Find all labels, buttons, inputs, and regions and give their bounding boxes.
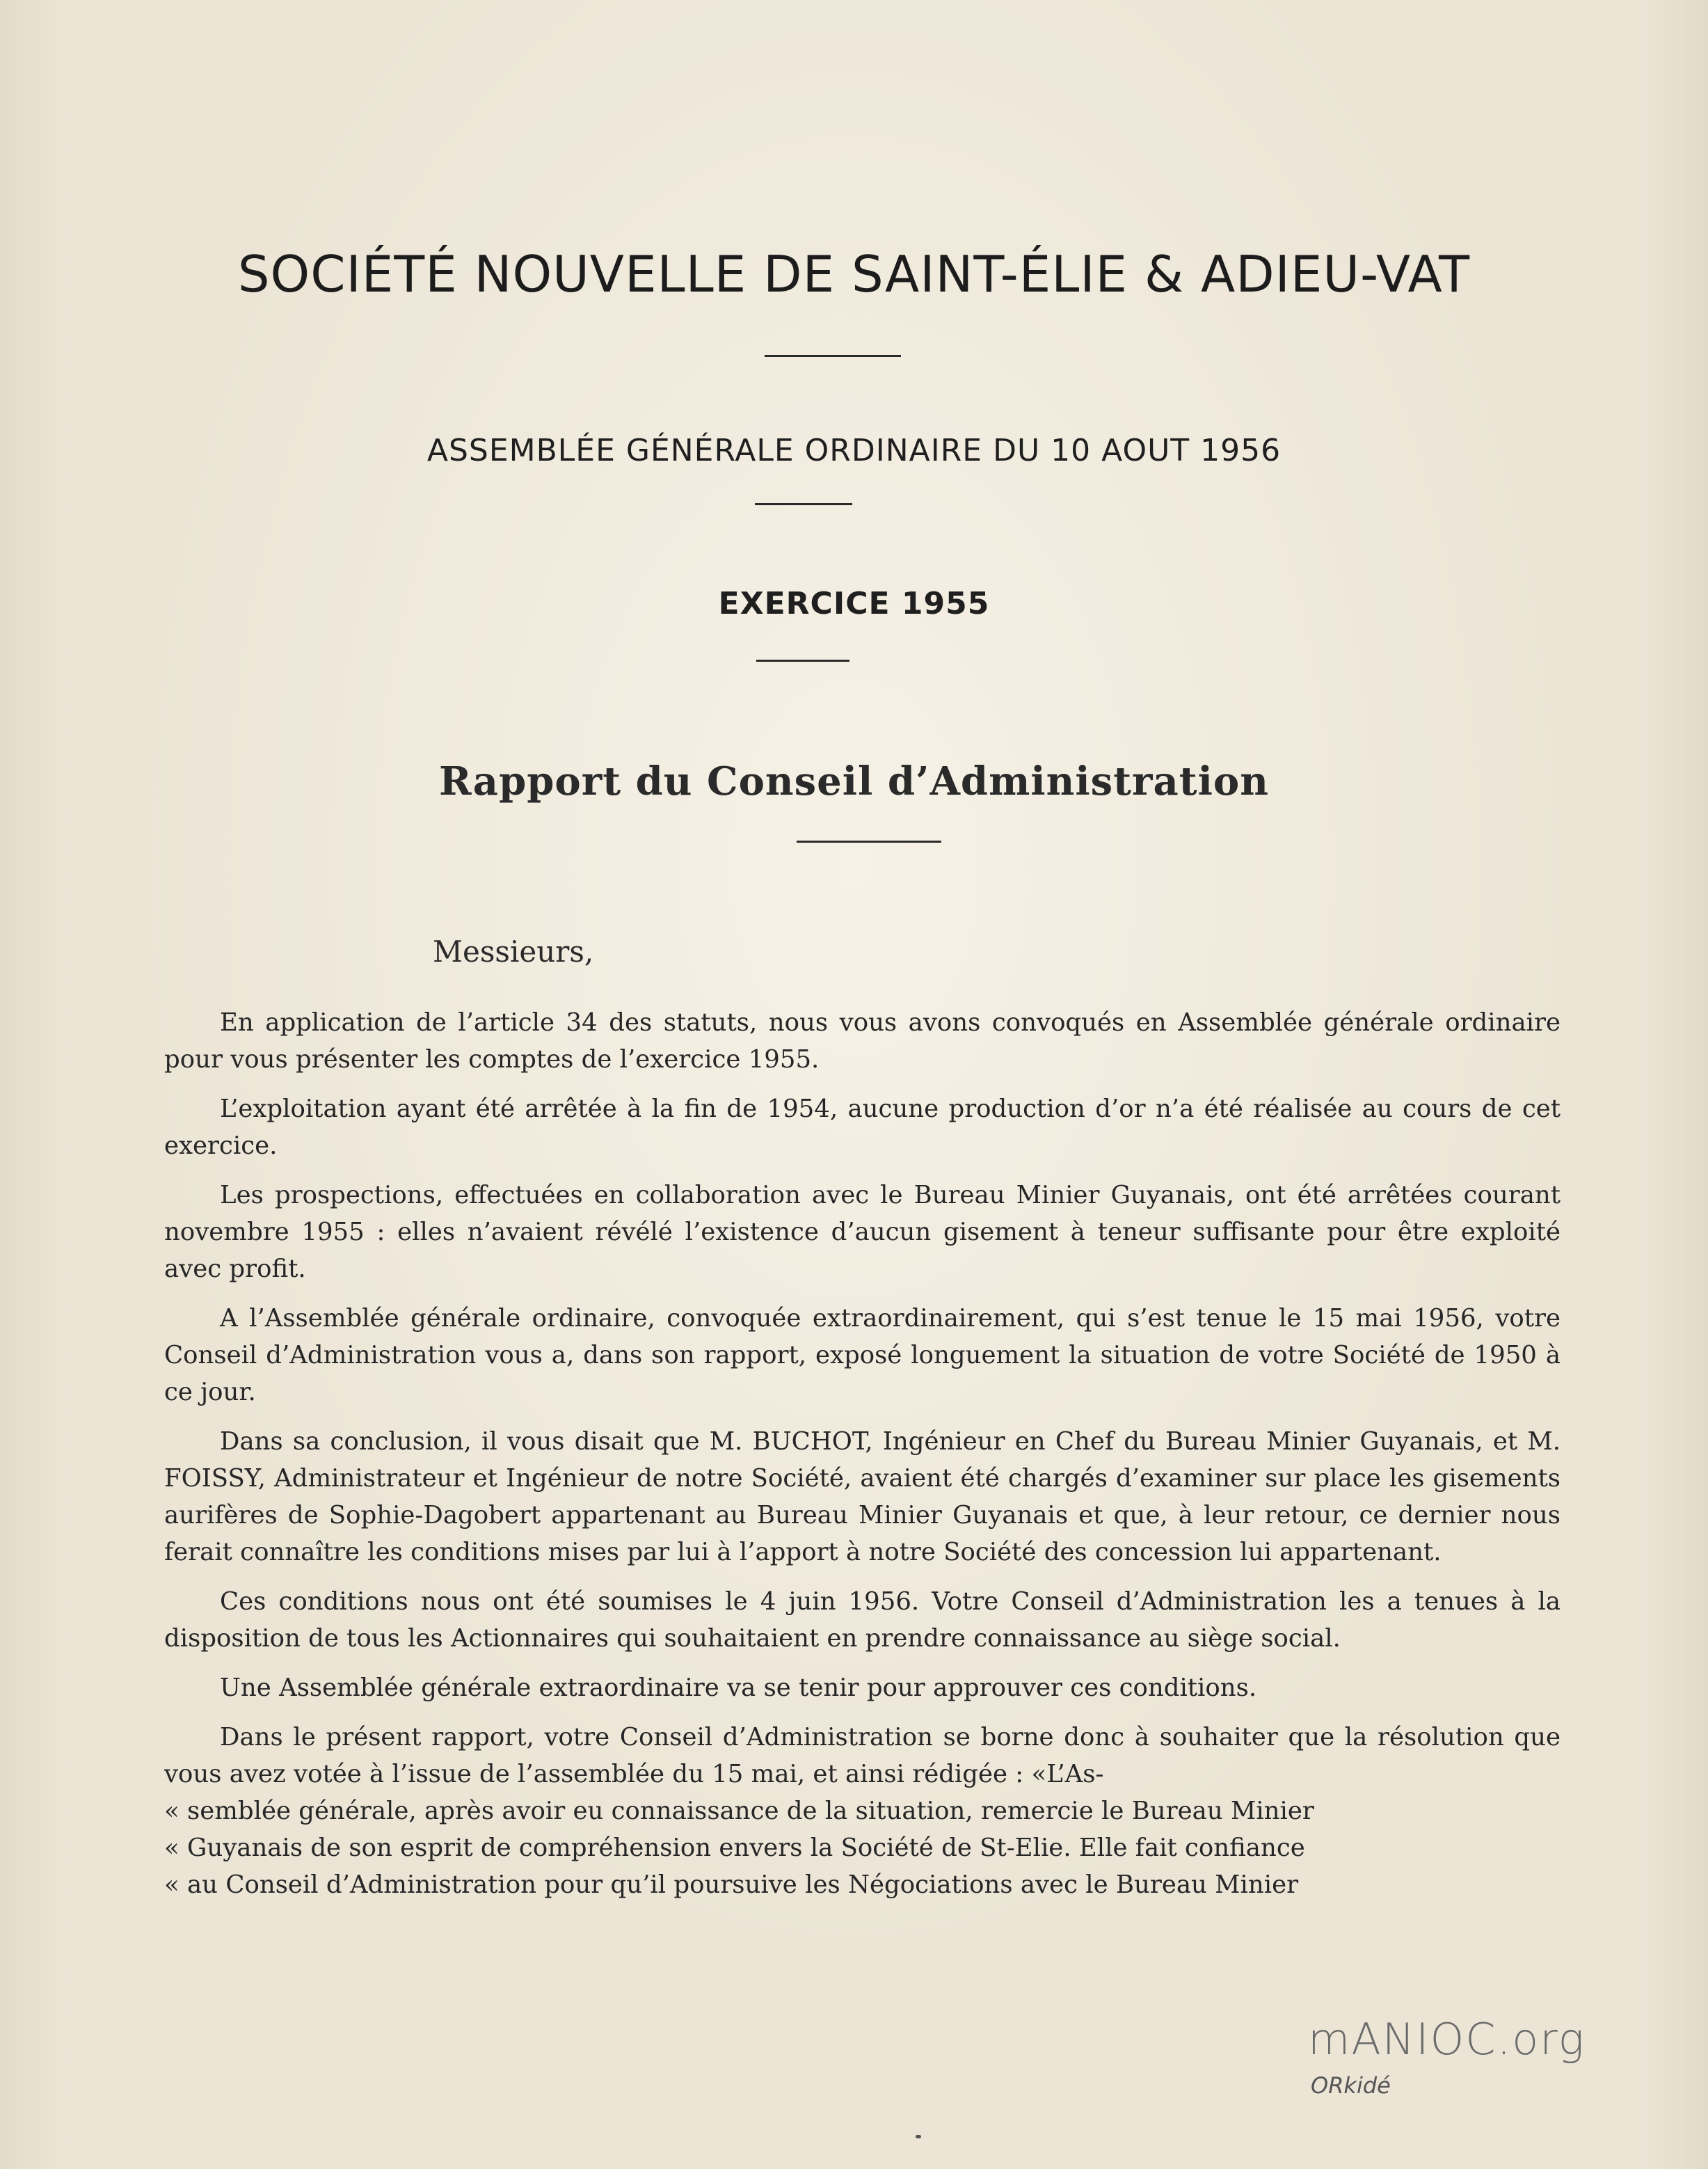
assembly-heading: ASSEMBLÉE GÉNÉRALE ORDINAIRE DU 10 AOUT 1956 xyxy=(426,433,1282,468)
report-body xyxy=(164,1004,1561,1903)
assembly-divider xyxy=(755,503,852,505)
watermark-sub: ORkidé xyxy=(1311,2072,1391,2099)
title-divider xyxy=(765,355,901,357)
paragraph: A l’Assemblée générale ordinaire, convoquée extraordinairement, qui s’est tenue le 15 mai 1956, votre Conseil d’Administration vous a, dans son rapport, exposé longuement la situation de votre Société de 1950 à ce jour. xyxy=(164,1304,1561,1406)
quote-line: « au Conseil d’Administration pour qu’il poursuive les Négociations avec le Bureau Minier xyxy=(164,1870,1299,1899)
watermark-logo: mANIOC.org xyxy=(1308,2014,1586,2065)
quote-line: « Guyanais de son esprit de compréhension envers la Société de St-Elie. Elle fait confiance xyxy=(164,1834,1305,1862)
paragraph: Dans sa conclusion, il vous disait que M. BUCHOT, Ingénieur en Chef du Bureau Minier Guyanais, et M. FOISSY, Administrateur et Ingénieur de notre Société, avaient été chargés d’examiner sur place les gisements aurifères de Sophie-Dagobert appartenant au Bureau Minier Guyanais et que, à leur retour, ce dernier nous ferait connaître les conditions mises par lui à l’apport à notre Société des concession lui appartenant. xyxy=(164,1427,1561,1566)
report-divider xyxy=(797,841,941,843)
ink-speck xyxy=(916,2135,921,2138)
company-title: SOCIÉTÉ NOUVELLE DE SAINT-ÉLIE & ADIEU-VAT xyxy=(237,245,1471,303)
quote-line: « semblée générale, après avoir eu connaissance de la situation, remercie le Bureau Minier xyxy=(164,1797,1314,1825)
manioc-watermark xyxy=(1308,2014,1586,2099)
paragraph: Une Assemblée générale extraordinaire va se tenir pour approuver ces conditions. xyxy=(220,1674,1257,1702)
exercise-divider xyxy=(756,660,849,662)
paragraph: L’exploitation ayant été arrêtée à la fin de 1954, aucune production d’or n’a été réalisée au cours de cet exercice. xyxy=(164,1095,1561,1160)
salutation: Messieurs, xyxy=(433,935,594,969)
paragraph: En application de l’article 34 des statuts, nous vous avons convoqués en Assemblée générale ordinaire pour vous présenter les comptes de l’exercice 1955. xyxy=(164,1008,1561,1074)
paragraph: Les prospections, effectuées en collaboration avec le Bureau Minier Guyanais, ont été arrêtées courant novembre 1955 : elles n’avaient révélé l’existence d’aucun gisement à teneur suffisante pour être exploité avec profit. xyxy=(164,1181,1561,1283)
report-title: Rapport du Conseil d’Administration xyxy=(438,758,1269,804)
paragraph: Ces conditions nous ont été soumises le 4 juin 1956. Votre Conseil d’Administration les a tenues à la disposition de tous les Actionnaires qui souhaitaient en prendre connaissance au siège social. xyxy=(164,1587,1561,1653)
exercise-heading: EXERCICE 1955 xyxy=(718,586,990,621)
paragraph: Dans le présent rapport, votre Conseil d’Administration se borne donc à souhaiter que la résolution que vous avez votée à l’issue de l’assemblée du 15 mai, et ainsi rédigée : «L’As- xyxy=(164,1723,1561,1788)
